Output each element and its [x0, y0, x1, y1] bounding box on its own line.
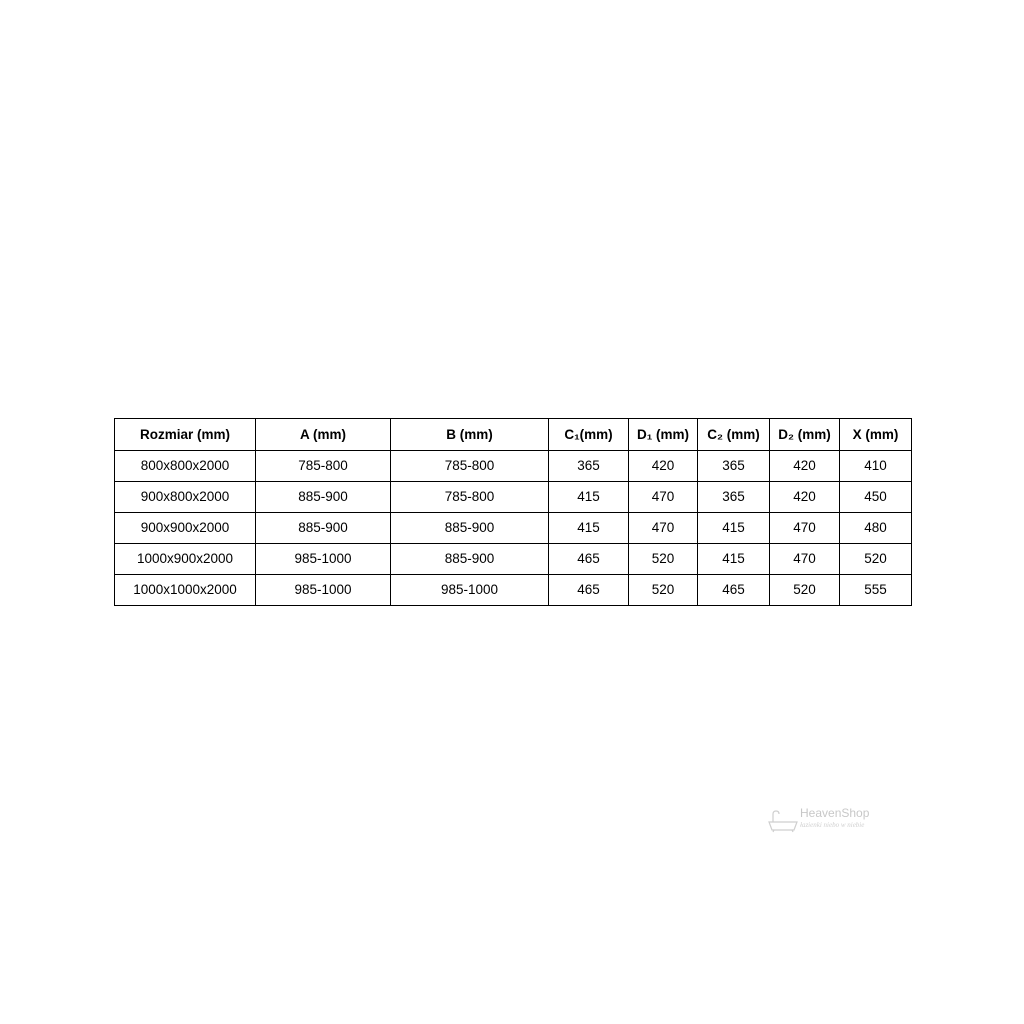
- cell-x: 480: [840, 513, 912, 544]
- cell-d2: 420: [770, 482, 840, 513]
- cell-b: 885-900: [391, 513, 549, 544]
- table-row: [115, 451, 912, 482]
- header-d2: D₂ (mm): [770, 419, 840, 451]
- table-row: [115, 482, 912, 513]
- cell-x: 520: [840, 544, 912, 575]
- cell-x: 450: [840, 482, 912, 513]
- cell-a: 885-900: [256, 482, 391, 513]
- table-row: [115, 575, 912, 606]
- header-rozmiar: Rozmiar (mm): [115, 419, 256, 451]
- cell-c2: 365: [698, 482, 770, 513]
- dimensions-table: [114, 418, 912, 606]
- cell-rozmiar: 1000x900x2000: [115, 544, 256, 575]
- header-b: B (mm): [391, 419, 549, 451]
- cell-c1: 415: [549, 513, 629, 544]
- cell-d2: 470: [770, 513, 840, 544]
- cell-b: 785-800: [391, 482, 549, 513]
- cell-a: 885-900: [256, 513, 391, 544]
- heavenshop-watermark: [767, 805, 877, 835]
- cell-a: 985-1000: [256, 575, 391, 606]
- cell-d1: 420: [629, 451, 698, 482]
- bathtub-logo-icon: [767, 809, 799, 833]
- header-a: A (mm): [256, 419, 391, 451]
- cell-x: 410: [840, 451, 912, 482]
- cell-rozmiar: 900x900x2000: [115, 513, 256, 544]
- cell-x: 555: [840, 575, 912, 606]
- cell-c2: 415: [698, 544, 770, 575]
- cell-d1: 470: [629, 513, 698, 544]
- table-row: [115, 513, 912, 544]
- cell-a: 985-1000: [256, 544, 391, 575]
- table-row: [115, 544, 912, 575]
- cell-c2: 465: [698, 575, 770, 606]
- cell-d1: 520: [629, 575, 698, 606]
- cell-a: 785-800: [256, 451, 391, 482]
- cell-b: 785-800: [391, 451, 549, 482]
- cell-c2: 365: [698, 451, 770, 482]
- header-c1: C₁(mm): [549, 419, 629, 451]
- cell-c1: 365: [549, 451, 629, 482]
- watermark-brand: HeavenShop: [800, 806, 870, 820]
- header-x: X (mm): [840, 419, 912, 451]
- cell-rozmiar: 900x800x2000: [115, 482, 256, 513]
- cell-c2: 415: [698, 513, 770, 544]
- cell-d1: 470: [629, 482, 698, 513]
- cell-d1: 520: [629, 544, 698, 575]
- cell-d2: 470: [770, 544, 840, 575]
- header-d1: D₁ (mm): [629, 419, 698, 451]
- table-header-row: [115, 419, 912, 451]
- cell-b: 985-1000: [391, 575, 549, 606]
- cell-rozmiar: 800x800x2000: [115, 451, 256, 482]
- cell-d2: 520: [770, 575, 840, 606]
- cell-b: 885-900: [391, 544, 549, 575]
- cell-d2: 420: [770, 451, 840, 482]
- header-c2: C₂ (mm): [698, 419, 770, 451]
- watermark-tagline: łazienki niebo w niebie: [800, 821, 865, 829]
- cell-c1: 465: [549, 544, 629, 575]
- cell-c1: 465: [549, 575, 629, 606]
- cell-rozmiar: 1000x1000x2000: [115, 575, 256, 606]
- cell-c1: 415: [549, 482, 629, 513]
